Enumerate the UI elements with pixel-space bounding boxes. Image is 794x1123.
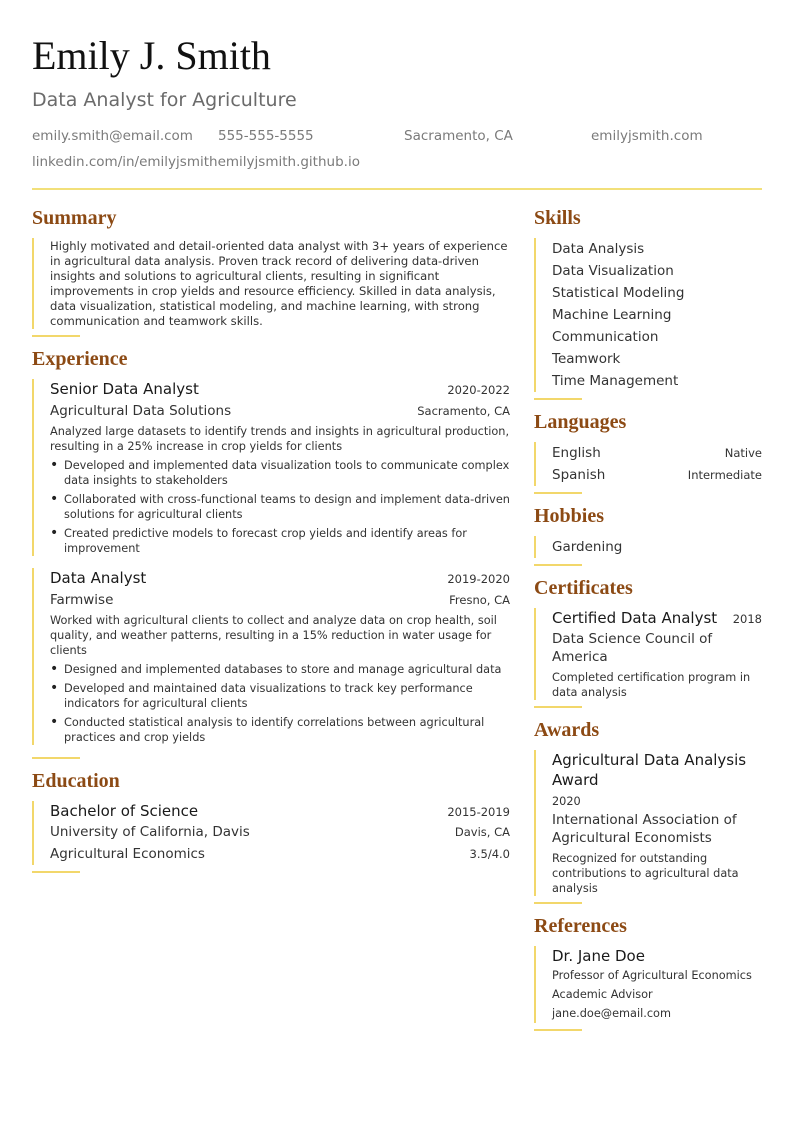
degree: Bachelor of Science [50, 802, 199, 820]
skill-item: Time Management [552, 373, 679, 389]
skills-heading: Skills [534, 207, 581, 229]
skills-block [534, 238, 762, 392]
job-title: Senior Data Analyst [50, 380, 199, 398]
job-dates: 2020-2022 [447, 383, 510, 397]
experience-entry [32, 379, 510, 556]
job-dates: 2019-2020 [447, 572, 510, 586]
contact-email[interactable]: emily.smith@email.com [32, 128, 193, 144]
section-underline [534, 492, 582, 494]
language-row [552, 442, 762, 464]
education-dates: 2015-2019 [447, 805, 510, 819]
job-bullet: • Conducted statistical analysis to identify correlations between agricultural practices and crop yields [50, 715, 510, 745]
references-block [534, 946, 762, 1023]
certificates-heading: Certificates [534, 577, 633, 599]
experience-section [32, 347, 510, 759]
candidate-role: Data Analyst for Agriculture [32, 89, 297, 111]
language-row [552, 464, 762, 486]
reference-email[interactable]: jane.doe@email.com [552, 1007, 671, 1020]
education-block [32, 801, 510, 865]
job-description: Analyzed large datasets to identify trends and insights in agricultural production, resulting in a 25% increase in crop yields for clients [50, 425, 510, 453]
language-name: English [552, 445, 601, 461]
section-underline [32, 335, 80, 337]
awards-heading: Awards [534, 719, 600, 741]
resume-page [32, 0, 762, 1123]
section-underline [32, 871, 80, 873]
reference-name: Dr. Jane Doe [552, 947, 645, 965]
section-underline [534, 1029, 582, 1031]
skill-item: Communication [552, 329, 659, 345]
job-description: Worked with agricultural clients to collect and analyze data on crop health, soil quality, and weather patterns, resulting in a 15% reduction in water usage for clients [50, 614, 497, 657]
summary-section [32, 206, 510, 337]
job-company: Agricultural Data Solutions [50, 403, 232, 419]
job-bullets [50, 458, 510, 556]
hobby-item: Gardening [552, 539, 623, 555]
section-underline [534, 564, 582, 566]
skill-item: Machine Learning [552, 307, 672, 323]
certificate-year: 2018 [732, 612, 762, 626]
language-name: Spanish [552, 467, 606, 483]
awards-section [534, 718, 762, 904]
reference-position: Professor of Agricultural Economics [552, 969, 752, 982]
summary-heading: Summary [32, 207, 117, 229]
skill-item: Data Visualization [552, 263, 674, 279]
job-company: Farmwise [50, 592, 114, 608]
contact-row-links [32, 154, 762, 172]
skills-section [534, 206, 762, 400]
section-underline [534, 706, 582, 708]
skill-item: Data Analysis [552, 241, 645, 257]
school: University of California, Davis [50, 824, 250, 840]
job-bullet: • Developed and maintained data visualizations to track key performance indicators for agricultural clients [50, 681, 510, 711]
contact-row [32, 128, 762, 146]
job-title: Data Analyst [50, 569, 147, 587]
contact-phone[interactable]: 555-555-5555 [218, 128, 314, 144]
skill-item: Statistical Modeling [552, 285, 685, 301]
award-year: 2020 [552, 795, 581, 808]
summary-text: Highly motivated and detail-oriented data analyst with 3+ years of experience in agricultural data analysis. Proven track record of delivering data-driven insights and solutions to agricultural clients, resulting in significant improvements in crop yields and resource efficiency. Skilled in data analysis, data visualization, statistical modeling, and machine learning, with strong communication and teamwork skills. [50, 239, 508, 328]
header-divider [32, 188, 762, 190]
certificates-block [534, 608, 762, 700]
job-bullet: • Created predictive models to forecast crop yields and identify areas for improvement [50, 526, 510, 556]
references-section [534, 914, 762, 1031]
skill-item: Teamwork [552, 351, 621, 367]
candidate-name: Emily J. Smith [32, 33, 271, 78]
certificates-section [534, 576, 762, 708]
language-level: Intermediate [687, 468, 762, 482]
summary-block [32, 238, 510, 329]
contact-website[interactable]: emilyjsmith.com [591, 128, 703, 144]
school-location: Davis, CA [454, 825, 510, 839]
language-level: Native [724, 446, 762, 460]
job-location: Sacramento, CA [417, 404, 510, 418]
job-bullet: • Designed and implemented databases to store and manage agricultural data [50, 662, 510, 677]
languages-section [534, 410, 762, 494]
certificate-name: Certified Data Analyst [552, 609, 718, 627]
job-bullet: • Developed and implemented data visualization tools to communicate complex data insights to stakeholders [50, 458, 510, 488]
section-underline [534, 902, 582, 904]
certificate-issuer: Data Science Council of America [552, 631, 713, 665]
section-underline [534, 398, 582, 400]
reference-relation: Academic Advisor [552, 988, 653, 1001]
award-description: Recognized for outstanding contributions to agricultural data analysis [552, 852, 739, 895]
contact-location: Sacramento, CA [404, 128, 513, 144]
award-name: Agricultural Data Analysis Award [552, 751, 747, 789]
job-location: Fresno, CA [449, 593, 510, 607]
awards-block [534, 750, 762, 896]
hobbies-section [534, 504, 762, 566]
field-of-study: Agricultural Economics [50, 846, 205, 862]
right-column [534, 206, 762, 1041]
languages-block [534, 442, 762, 486]
languages-heading: Languages [534, 411, 627, 433]
certificate-description: Completed certification program in data analysis [552, 671, 751, 699]
gpa: 3.5/4.0 [469, 847, 510, 861]
contact-links[interactable]: linkedin.com/in/emilyjsmithemilyjsmith.github.io [32, 154, 360, 170]
job-bullets [50, 662, 510, 745]
hobbies-block [534, 536, 762, 558]
experience-heading: Experience [32, 348, 128, 370]
education-section [32, 769, 510, 873]
references-heading: References [534, 915, 627, 937]
award-issuer: International Association of Agricultural Economists [552, 812, 737, 846]
section-underline [32, 757, 80, 759]
left-column [32, 206, 510, 883]
hobbies-heading: Hobbies [534, 505, 605, 527]
education-heading: Education [32, 770, 120, 792]
job-bullet: • Collaborated with cross-functional teams to design and implement data-driven solutions for agricultural clients [50, 492, 510, 522]
experience-entry [32, 568, 510, 745]
